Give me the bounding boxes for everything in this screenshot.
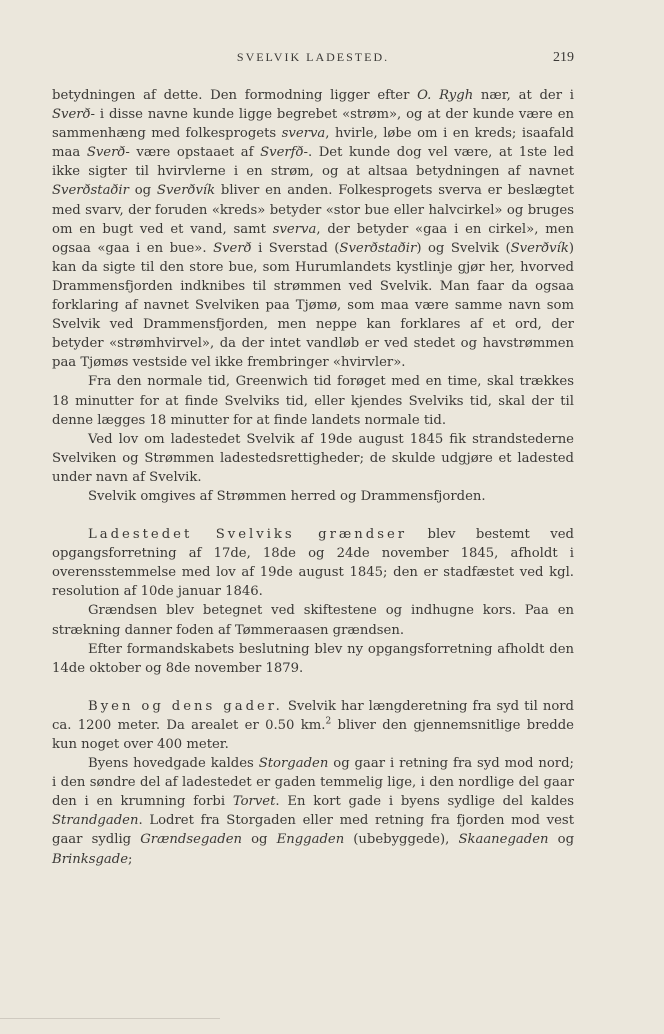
text-run: nær, at der i (473, 88, 574, 103)
text-run: Byens hovedgade kaldes (88, 756, 259, 772)
text-run: Svelvik omgives af Strømmen herred og Drammensfjorden. (88, 488, 486, 504)
italic-term: Torvet (232, 794, 276, 810)
page-number: 219 (553, 50, 574, 65)
italic-term: Storgaden (258, 756, 329, 772)
paragraph-7 (52, 640, 574, 678)
paragraph-8 (52, 697, 574, 754)
italic-term: O. Rygh (417, 88, 474, 103)
paragraph-6 (52, 601, 574, 639)
italic-term: Skaanegaden (458, 832, 549, 848)
page-header (52, 50, 574, 70)
paragraph-2 (52, 372, 574, 429)
paragraph-4 (52, 487, 574, 506)
text-run: Grændsen blev betegnet ved skiftestene og indhugne kors. Paa en strækning danner foden af Tømmeraasen grændsen. (52, 603, 574, 638)
spaced-heading: Byen og dens gader. (88, 698, 283, 714)
spaced-heading: Ladestedet Svelviks grændser (88, 527, 408, 543)
italic-term: Sverfð- (260, 145, 308, 161)
running-title: SVELVIK LADESTED. (236, 50, 390, 64)
paragraph-5 (52, 525, 574, 601)
paragraph-3 (52, 430, 574, 487)
text-run: og gaar i retning fra syd mod nord; i den søndre del af ladestedet er gaden temmelig lige, i den nordlige del gaar den i en krumning forbi (52, 756, 575, 810)
text-run: . Det kunde dog vel være, at 1ste led ikke sigter til hvirvlerne i en strøm, og at altsaa betydningen af navnet (52, 145, 574, 180)
italic-term: Brinksgade (52, 851, 129, 867)
italic-term: Sverðvík (510, 240, 569, 256)
text-run: og (128, 183, 157, 199)
italic-term: Strandgaden (52, 813, 139, 829)
text-run: ; (128, 851, 133, 867)
text-run: i Sverstad ( (251, 240, 340, 256)
paragraph-9 (52, 754, 574, 869)
text-run: være opstaaet af (129, 145, 261, 161)
text-run: , der betyder «gaa i en cirkel», men ogsaa «gaa i en bue». (52, 221, 574, 256)
text-run: Fra den normale tid, Greenwich tid forøget med en time, skal trækkes 18 minutter for at finde Svelviks tid, eller kjendes Svelviks tid, skal der til denne lægges 18 minutter for at finde landets normale tid. (52, 374, 574, 428)
text-run: ) og Svelvik ( (416, 240, 511, 256)
text-run: . En kort gade i byens sydlige del kaldes (275, 794, 574, 810)
page-edge-line (0, 1018, 220, 1019)
text-run: . Lodret fra Storgaden eller med retning fra fjorden mod vest gaar sydlig (52, 813, 574, 848)
italic-term: Sverðstaðir (339, 240, 417, 256)
text-run: og (548, 832, 575, 848)
italic-term: Enggaden (276, 832, 345, 848)
text-run: Ved lov om ladestedet Svelvik af 19de august 1845 fik strandstederne Svelviken og Strømmen ladestedsrettigheder; de skulde udgjøre et ladested under navn af Svelvik. (52, 431, 574, 485)
italic-term: sverva (281, 126, 326, 142)
text-run: 2 (325, 716, 332, 727)
italic-term: Sverð (213, 240, 252, 256)
text-run: bliver den gjennemsnitlige bredde kun noget over 400 meter. (52, 717, 574, 752)
italic-term: Sverðstaðir (52, 183, 129, 199)
text-run: i disse navne kunde ligge begrebet «strøm», og at der kunde være en sammenhæng med folkesprogets (52, 107, 574, 142)
text-run: betydningen af dette. Den formodning ligger efter (52, 88, 418, 103)
text-run: Efter formandskabets beslutning blev ny opgangsforretning afholdt den 14de oktober og 8de november 1879. (52, 641, 574, 676)
text-run: , hvirle, løbe om i en kreds; isaafald maa (52, 126, 574, 161)
text-run: og (242, 832, 277, 848)
text-run: bliver en anden. Folkesprogets sverva er beslægtet med svarv, der foruden «kreds» betyder «stor bue eller halvcirkel» og bruges om en bugt ved et vand, samt (52, 183, 575, 237)
body-text (52, 86, 574, 869)
text-run: Svelvik har længderetning fra syd til nord ca. 1200 meter. Da arealet er 0.50 km. (52, 698, 574, 733)
italic-term: Sverðvík (156, 183, 216, 199)
italic-term: sverva (272, 221, 317, 237)
text-run: (ubebyggede), (344, 832, 459, 848)
text-run: ) kan da sigte til den store bue, som Hurumlandets kystlinje gjør her, hvorved Drammensfjorden indknibes til strømmen ved Svelvik. Man faar da ogsaa forklaring af navnet Svelviken paa Tjømø, som maa være samme navn som Svelvik ved Drammensfjorden, men neppe kan forklares af et ord, der betyder «strømhvirvel», da der intet vandløb er ved stedet og havstrømmen paa Tjømøs vestside vel ikke frembringer «hvirvler». (52, 240, 574, 371)
italic-term: Sverð- (52, 107, 95, 123)
italic-term: Sverð- (86, 145, 130, 161)
text-run: blev bestemt ved opgangsforretning af 17de, 18de og 24de november 1845, afholdt i overensstemmelse med lov af 19de august 1845; den er stadfæstet ved kgl. resolution af 10de januar 1846. (52, 527, 574, 600)
paragraph-1 (52, 86, 574, 372)
italic-term: Grændsegaden (140, 832, 242, 848)
